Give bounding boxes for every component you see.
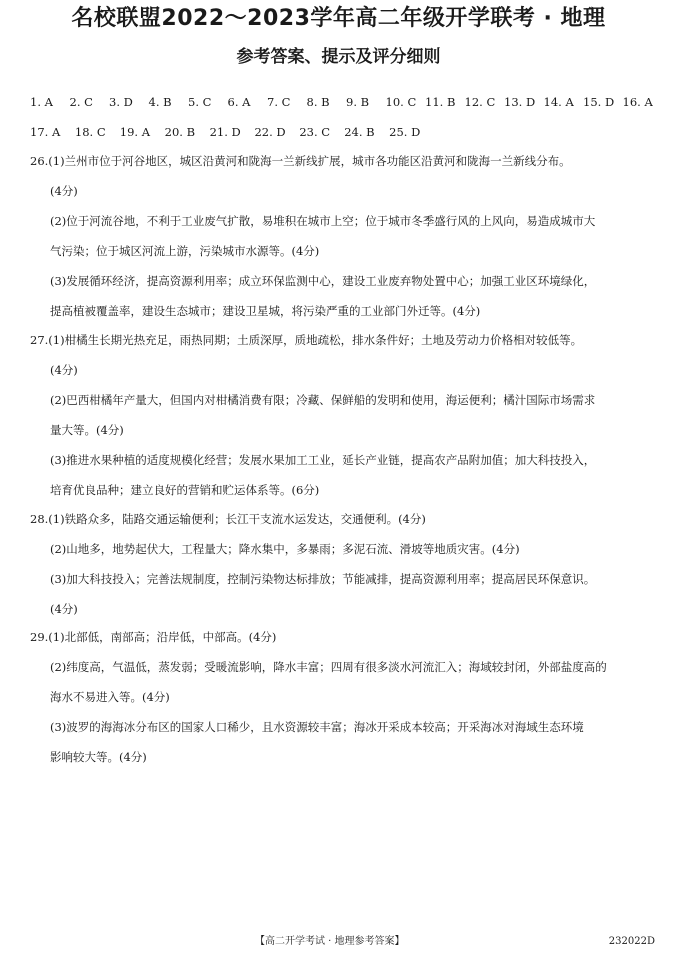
choice-answer: 7. C bbox=[267, 95, 291, 109]
choice-answer: 15. D bbox=[583, 95, 615, 109]
choice-answer: 4. B bbox=[148, 95, 172, 109]
answer-line: (4分) bbox=[50, 363, 78, 377]
choice-answer: 20. B bbox=[164, 125, 196, 139]
choice-answer: 17. A bbox=[30, 125, 61, 139]
answer-line: (2)山地多，地势起伏大，工程量大；降水集中，多暴雨；多泥石流、滑坡等地质灾害。(4分) bbox=[50, 542, 520, 556]
answer-line: 气污染；位于城区河流上游，污染城市水源等。(4分) bbox=[50, 244, 320, 258]
answer-line: (2)巴西柑橘年产量大，但国内对柑橘消费有限；冷藏、保鲜船的发明和使用，海运便利；橘汁国际市场需求 bbox=[50, 393, 596, 407]
choice-answer: 1. A bbox=[30, 95, 53, 109]
choice-answer: 19. A bbox=[119, 125, 151, 139]
choice-answer: 16. A bbox=[622, 95, 653, 109]
choice-answer: 12. C bbox=[464, 95, 496, 109]
choice-answer: 22. D bbox=[254, 125, 286, 139]
choice-answer: 25. D bbox=[389, 125, 421, 139]
page-title: 名校联盟2022～2023学年高二年级开学联考 · 地理 bbox=[71, 6, 606, 31]
answer-line: 26.(1)兰州市位于河谷地区，城区沿黄河和陇海一兰新线扩展，城市各功能区沿黄河和陇海一兰新线分布。 bbox=[30, 154, 571, 168]
choice-answer: 5. C bbox=[188, 95, 212, 109]
choice-answer: 14. A bbox=[543, 95, 574, 109]
answer-line: (2)位于河流谷地，不利于工业废气扩散，易堆积在城市上空；位于城市冬季盛行风的上风向，易造成城市大 bbox=[50, 214, 596, 228]
choice-answer: 8. B bbox=[306, 95, 330, 109]
answer-line: 28.(1)铁路众多，陆路交通运输便利；长江干支流水运发达，交通便利。(4分) bbox=[30, 512, 426, 526]
choice-answer: 24. B bbox=[344, 125, 375, 139]
footer-label: 【高二开学考试 · 地理参考答案】 bbox=[255, 936, 405, 947]
choice-answers-row-2 bbox=[30, 124, 662, 140]
answer-line: 培育优良品种；建立良好的营销和贮运体系等。(6分) bbox=[50, 483, 320, 497]
document-code: 232022D bbox=[608, 936, 655, 947]
choice-answer: 13. D bbox=[504, 95, 536, 109]
answer-line: (3)发展循环经济，提高资源利用率；成立环保监测中心，建设工业废弃物处置中心；加强工业区环境绿化， bbox=[50, 274, 596, 288]
answer-line: (3)波罗的海海冰分布区的国家人口稀少，且水资源较丰富；海冰开采成本较高；开采海冰对海域生态环境 bbox=[50, 720, 584, 734]
choice-answer: 2. C bbox=[69, 95, 93, 109]
answer-line: 量大等。(4分) bbox=[50, 423, 124, 437]
page-subtitle: 参考答案、提示及评分细则 bbox=[236, 47, 441, 67]
answer-line: 提高植被覆盖率，建设生态城市；建设卫星城，将污染严重的工业部门外迁等。(4分) bbox=[50, 304, 481, 318]
choice-answer: 21. D bbox=[209, 125, 241, 139]
answer-line: 海水不易进入等。(4分) bbox=[50, 690, 170, 704]
choice-answer: 18. C bbox=[74, 125, 106, 139]
choice-answer: 23. C bbox=[299, 125, 331, 139]
choice-answer: 10. C bbox=[385, 95, 417, 109]
choice-answer: 3. D bbox=[109, 95, 133, 109]
answer-line: 27.(1)柑橘生长期光热充足，雨热同期；土质深厚，质地疏松，排水条件好；土地及劳动力价格相对较低等。 bbox=[30, 333, 583, 347]
answer-line: (2)纬度高，气温低，蒸发弱；受暖流影响，降水丰富；四周有很多淡水河流汇入；海域较封闭，外部盐度高的 bbox=[50, 660, 607, 674]
answer-line: 影响较大等。(4分) bbox=[50, 750, 147, 764]
choice-answer: 6. A bbox=[227, 95, 251, 109]
answer-line: (3)加大科技投入；完善法规制度，控制污染物达标排放；节能减排，提高资源利用率；提高居民环保意识。 bbox=[50, 572, 596, 586]
choice-answers-row-1 bbox=[30, 94, 662, 110]
answer-line: (3)推进水果种植的适度规模化经营；发展水果加工工业，延长产业链，提高农产品附加值；加大科技投入， bbox=[50, 453, 596, 467]
answer-line: (4分) bbox=[50, 184, 78, 198]
answer-line: 29.(1)北部低，南部高；沿岸低，中部高。(4分) bbox=[30, 630, 277, 644]
choice-answer: 9. B bbox=[346, 95, 370, 109]
choice-answer: 11. B bbox=[425, 95, 456, 109]
answer-line: (4分) bbox=[50, 602, 78, 616]
